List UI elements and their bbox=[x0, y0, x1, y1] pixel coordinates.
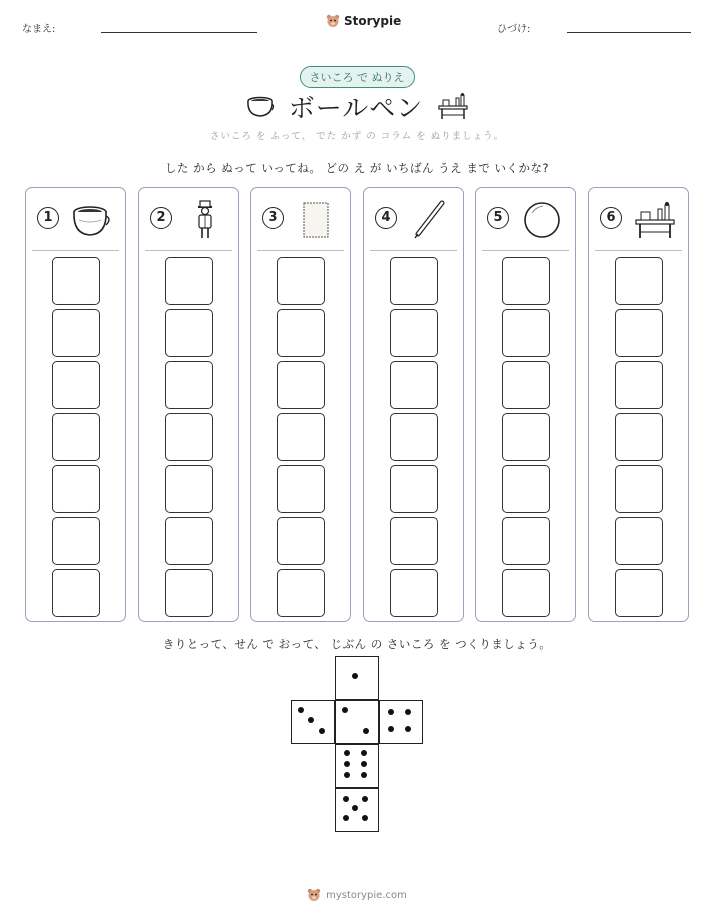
color-cell[interactable] bbox=[502, 309, 550, 357]
name-label: なまえ: bbox=[22, 24, 56, 35]
color-cell[interactable] bbox=[502, 569, 550, 617]
color-cell[interactable] bbox=[52, 569, 100, 617]
column-number: 6 bbox=[600, 207, 622, 229]
color-cell[interactable] bbox=[165, 257, 213, 305]
column-divider bbox=[32, 250, 119, 251]
column-2 bbox=[138, 187, 239, 622]
storypie-bear-icon bbox=[326, 14, 340, 28]
pip bbox=[344, 750, 350, 756]
color-cell[interactable] bbox=[502, 517, 550, 565]
dice-net bbox=[291, 656, 425, 836]
color-cell[interactable] bbox=[390, 517, 438, 565]
color-cell[interactable] bbox=[615, 413, 663, 461]
color-cell[interactable] bbox=[52, 413, 100, 461]
pip bbox=[352, 673, 358, 679]
pip bbox=[362, 796, 368, 802]
column-divider bbox=[370, 250, 457, 251]
color-cell[interactable] bbox=[390, 361, 438, 409]
date-line bbox=[567, 32, 691, 33]
color-cell[interactable] bbox=[615, 569, 663, 617]
color-cell[interactable] bbox=[390, 413, 438, 461]
column-1 bbox=[25, 187, 126, 622]
die-face-6 bbox=[335, 744, 379, 788]
footer-site[interactable]: mystorypie.com bbox=[326, 889, 407, 901]
pip bbox=[362, 815, 368, 821]
workbench-icon bbox=[437, 92, 469, 120]
die-face-2 bbox=[335, 700, 379, 744]
brand-logo bbox=[326, 14, 401, 28]
color-cell[interactable] bbox=[277, 257, 325, 305]
page-title: ボールペン bbox=[288, 93, 424, 124]
color-cell[interactable] bbox=[52, 517, 100, 565]
pip bbox=[319, 728, 325, 734]
die-face-5 bbox=[335, 788, 379, 832]
color-cell[interactable] bbox=[52, 309, 100, 357]
date-label: ひづけ: bbox=[497, 24, 531, 35]
ballpoint-pen-icon bbox=[408, 200, 452, 240]
bubble-icon bbox=[520, 200, 564, 240]
pip bbox=[343, 815, 349, 821]
color-cell[interactable] bbox=[52, 257, 100, 305]
color-cell[interactable] bbox=[277, 309, 325, 357]
pip bbox=[388, 709, 394, 715]
column-number: 5 bbox=[487, 207, 509, 229]
footer bbox=[0, 888, 714, 902]
pip bbox=[352, 805, 358, 811]
brand-name: Storypie bbox=[344, 14, 402, 28]
column-5 bbox=[475, 187, 576, 622]
color-cell[interactable] bbox=[277, 413, 325, 461]
color-cell[interactable] bbox=[165, 309, 213, 357]
column-divider bbox=[595, 250, 682, 251]
pip bbox=[363, 728, 369, 734]
color-cell[interactable] bbox=[502, 257, 550, 305]
color-cell[interactable] bbox=[277, 517, 325, 565]
die-face-3 bbox=[291, 700, 335, 744]
pip bbox=[344, 761, 350, 767]
pip bbox=[308, 717, 314, 723]
pip bbox=[405, 709, 411, 715]
pip bbox=[298, 707, 304, 713]
activity-badge: さいころ で ぬりえ bbox=[300, 66, 415, 88]
pip bbox=[388, 726, 394, 732]
instruction-text: きりとって、せん で おって、 じぶん の さいころ を つくりましょう。 bbox=[162, 637, 552, 651]
color-cell[interactable] bbox=[277, 569, 325, 617]
color-cell[interactable] bbox=[615, 257, 663, 305]
pip bbox=[405, 726, 411, 732]
color-cell[interactable] bbox=[502, 361, 550, 409]
column-number: 2 bbox=[150, 207, 172, 229]
die-face-4 bbox=[379, 700, 423, 744]
paper-sheet-icon bbox=[295, 200, 339, 240]
die-face-1 bbox=[335, 656, 379, 700]
column-number: 1 bbox=[37, 207, 59, 229]
cauldron-icon bbox=[245, 93, 275, 119]
color-cell[interactable] bbox=[165, 361, 213, 409]
pip bbox=[342, 707, 348, 713]
color-cell[interactable] bbox=[277, 465, 325, 513]
color-cell[interactable] bbox=[615, 517, 663, 565]
pip bbox=[343, 796, 349, 802]
storypie-bear-icon bbox=[307, 888, 321, 902]
color-cell[interactable] bbox=[615, 465, 663, 513]
pip bbox=[361, 772, 367, 778]
color-cell[interactable] bbox=[390, 465, 438, 513]
color-cell[interactable] bbox=[390, 309, 438, 357]
color-cell[interactable] bbox=[52, 361, 100, 409]
column-divider bbox=[482, 250, 569, 251]
workbench-icon bbox=[633, 200, 677, 240]
color-cell[interactable] bbox=[615, 361, 663, 409]
column-number: 3 bbox=[262, 207, 284, 229]
column-divider bbox=[145, 250, 232, 251]
color-cell[interactable] bbox=[390, 569, 438, 617]
name-line bbox=[101, 32, 257, 33]
question-text: した から ぬって いってね。 どの え が いちばん うえ まで いくかな? bbox=[164, 161, 550, 175]
column-6 bbox=[588, 187, 689, 622]
pip bbox=[361, 750, 367, 756]
color-cell[interactable] bbox=[615, 309, 663, 357]
color-cell[interactable] bbox=[52, 465, 100, 513]
color-cell[interactable] bbox=[390, 257, 438, 305]
color-cell[interactable] bbox=[165, 413, 213, 461]
column-3 bbox=[250, 187, 351, 622]
pip bbox=[361, 761, 367, 767]
color-cell[interactable] bbox=[502, 465, 550, 513]
color-cell[interactable] bbox=[165, 517, 213, 565]
column-divider bbox=[257, 250, 344, 251]
subtitle: さいころ を ふって、 でた かず の コラム を ぬりましょう。 bbox=[209, 131, 505, 142]
color-cell[interactable] bbox=[277, 361, 325, 409]
pip bbox=[344, 772, 350, 778]
man-with-hat-icon bbox=[183, 200, 227, 240]
color-cell[interactable] bbox=[165, 569, 213, 617]
column-number: 4 bbox=[375, 207, 397, 229]
cauldron-icon bbox=[70, 200, 114, 240]
color-cell[interactable] bbox=[502, 413, 550, 461]
color-cell[interactable] bbox=[165, 465, 213, 513]
column-4 bbox=[363, 187, 464, 622]
